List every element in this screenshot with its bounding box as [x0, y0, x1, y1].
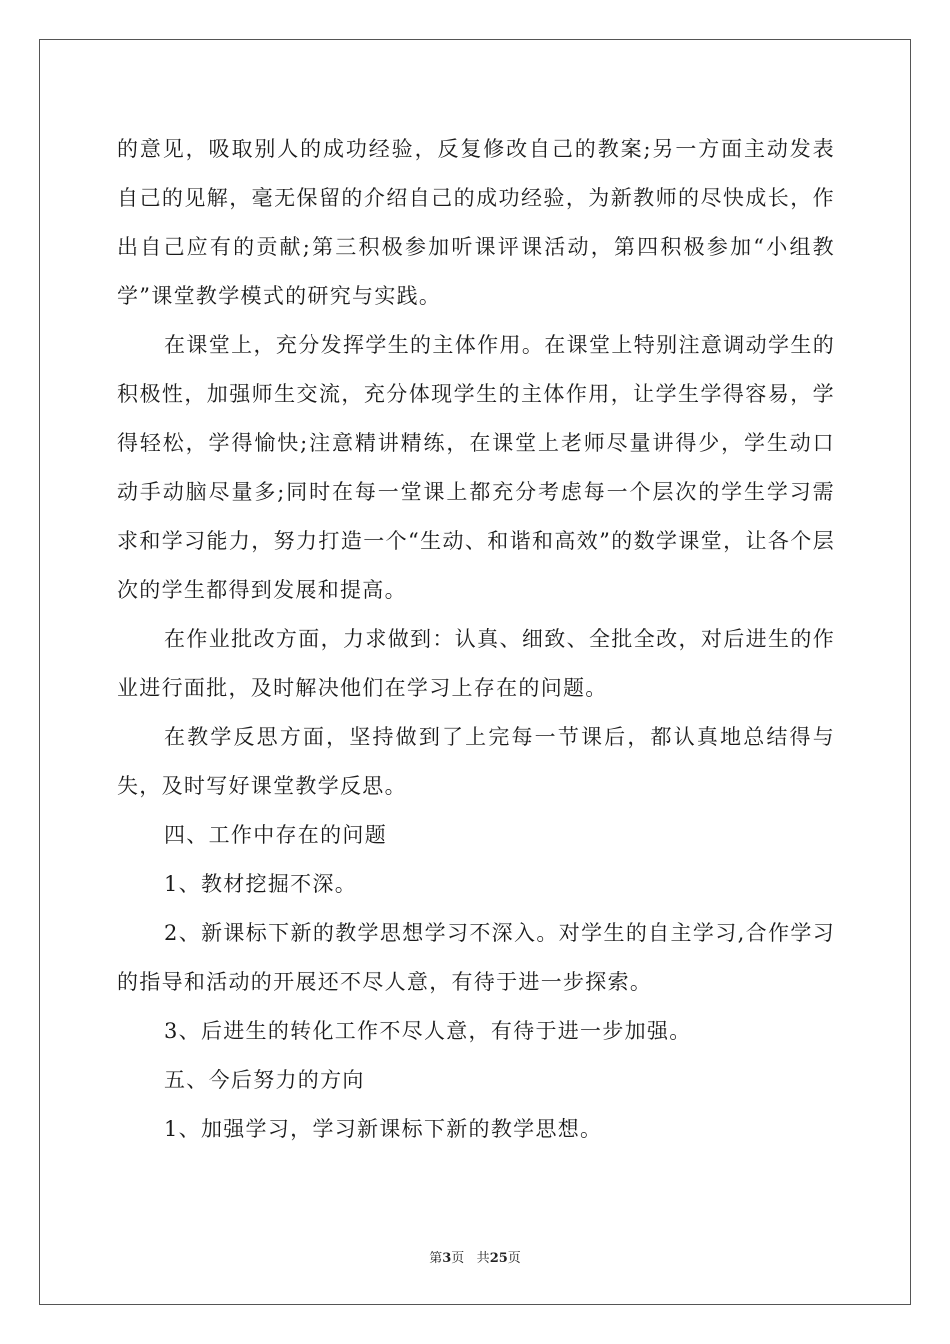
document-body	[117, 125, 835, 1154]
footer-page-number: 3	[442, 1251, 452, 1266]
direction-item-1: 1、加强学习，学习新课标下新的教学思想。	[164, 1117, 603, 1141]
problem-item-2: 2、新课标下新的教学思想学习不深入。对学生的自主学习,合作学习的指导和活动的开展还不尽人意，有待于进一步探索。	[117, 921, 835, 994]
paragraph-classroom: 在课堂上，充分发挥学生的主体作用。在课堂上特别注意调动学生的积极性，加强师生交流，充分体现学生的主体作用，让学生学得容易，学得轻松，学得愉快;注意精讲精练，在课堂上老师尽量讲得少，学生动口动手动脑尽量多;同时在每一堂课上都充分考虑每一个层次的学生学习需求和学习能力，努力打造一个“生动、和谐和高效”的数学课堂，让各个层次的学生都得到发展和提高。	[117, 333, 835, 602]
paragraph-continuation: 的意见，吸取别人的成功经验，反复修改自己的教案;另一方面主动发表自己的见解，毫无保留的介绍自己的成功经验，为新教师的尽快成长，作出自己应有的贡献;第三积极参加听课评课活动，第四积极参加“小组教学”课堂教学模式的研究与实践。	[117, 137, 835, 308]
paragraph-homework: 在作业批改方面，力求做到：认真、细致、全批全改，对后进生的作业进行面批，及时解决他们在学习上存在的问题。	[117, 627, 835, 700]
page-footer	[0, 1247, 950, 1266]
footer-total-pages: 25	[489, 1251, 508, 1266]
footer-total-suffix: 页	[507, 1251, 521, 1266]
footer-page-suffix: 页	[451, 1251, 465, 1266]
paragraph-reflection: 在教学反思方面，坚持做到了上完每一节课后，都认真地总结得与失，及时写好课堂教学反思。	[117, 725, 835, 798]
problem-item-1: 1、教材挖掘不深。	[164, 872, 358, 896]
section-heading-direction: 五、今后努力的方向	[164, 1068, 365, 1092]
problem-item-3: 3、后进生的转化工作不尽人意，有待于进一步加强。	[164, 1019, 692, 1043]
section-heading-problems: 四、工作中存在的问题	[164, 823, 387, 847]
footer-prefix: 第	[429, 1251, 443, 1266]
footer-total-prefix: 共	[476, 1251, 490, 1266]
